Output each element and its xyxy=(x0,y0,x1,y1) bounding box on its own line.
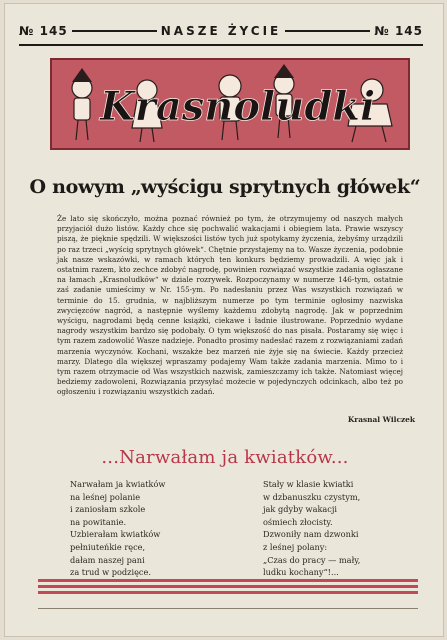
header-rule-right xyxy=(285,30,370,32)
poem-line: Narwałam ja kwiatków xyxy=(70,479,166,489)
poem-line: i zaniosłam szkole xyxy=(70,504,146,515)
poem-line: za trud w podzięce. xyxy=(70,567,151,578)
poem-line: z leśnej polany: xyxy=(263,541,328,552)
header-divider xyxy=(19,44,423,46)
page-header xyxy=(19,20,423,42)
poem-column-right xyxy=(263,478,413,579)
article-heading: O nowym „wyścigu sprytnych główek“ xyxy=(29,176,421,198)
magazine-title: NASZE ŻYCIE xyxy=(160,24,282,38)
poem-line: dałam naszej pani xyxy=(70,554,145,565)
decorative-stripes xyxy=(38,579,418,599)
stripe xyxy=(38,579,418,582)
poem-column-left xyxy=(70,478,220,579)
issue-number-right: № 145 xyxy=(374,24,424,38)
poem-title: ...Narwałam ja kwiatków... xyxy=(101,447,349,468)
poem-line: Stały w klasie kwiatki xyxy=(263,479,354,489)
article-body: Że lato się skończyło, można poznać również po tym, że otrzymujemy od naszych małych przyjaciół dużo listów. Każdy chce się pochwalić wakacjami i obiegiem lata. Prawie wszyscy piszą, że pięknie spędzili. W większości listów tych już spotykamy życzenia, żebyśmy urządzili po raz trzeci „wyścig sprytnych główek“. Chętnie przystajemy na to. Wasze życzenia, podobnie jak nasze wskazówki, w ramach których ten konkurs będziemy prowadzili. A więc jak i ostatnim razem, kto zechce zdobyć nagrodę, powinien rozwiązać wszystkie zadania ogłaszane na łamach „Krasnoludków“ w dziale rozrywek. Rozpoczynamy w numerze 146-tym, ostatnie zaś zadanie umieścimy w Nr. 155-ym. Po nadesłaniu przez Was wszystkich rozwiązań w terminie do 15. grudnia, w najbliższym numerze po tym terminie ogłosimy nazwiska zwycięzców nagród, a następnie wyślemy każdemu zdobytą nagrodę. Jak w poprzednim wyścigu, nagrodami będą cenne książki, ciekawe i ładnie ilustrowane. Poprzednio wydane nagrody wszystkim bardzo się podobały. O tym większość do nas pisała. Postaramy się więc i tym razem zadowolić Wasze nadzieje. Ponadto prosimy nadesłać razem z rozwiązaniami zadań marzenia wyczynów. Kochani, wszakże bez marzeń nie żyje się na świecie. Każdy przecież marzy. Dlatego dla większej wpraszamy podajemy Wam także zadania marzenia. Mimo to i tym razem otrzymacie od Was wszystkich nazwisk, zamieszczamy ich także. Natomiast więcej bedziemy zadowoleni, Rozwiązania przysyłać możecie w pojedynczych odcinkach, albo też po ogłoszeniu i rozwiązaniu wszystkich zadań. xyxy=(57,214,403,397)
banner-logo-text: Krasnoludki xyxy=(100,83,376,130)
issue-number-left: № 145 xyxy=(19,24,68,38)
footer-divider xyxy=(38,608,418,609)
poem-line: ludku kochany“!... xyxy=(263,567,339,578)
poem-line: ośmiech złocisty. xyxy=(263,516,333,527)
magazine-page xyxy=(4,3,444,637)
poem-line: w dzbanuszku czystym, xyxy=(263,491,361,502)
header-rule-left xyxy=(72,30,157,32)
poem-line: Dzwoniły nam dzwonki xyxy=(263,529,359,540)
article-signature: Krasnal Wilczek xyxy=(347,415,415,424)
poem-line: Uzbierałam kwiatków xyxy=(70,529,161,540)
krasnoludki-banner xyxy=(50,58,410,150)
poem-line: pełniuteńkie ręce, xyxy=(70,541,146,552)
poem-line: „Czas do pracy — mały, xyxy=(263,554,361,565)
banner-illustration xyxy=(52,60,408,148)
poem-line: jak gdyby wakacji xyxy=(263,504,338,515)
poem-line: na leśnej polanie xyxy=(70,491,141,502)
poem-line: na powitanie. xyxy=(70,516,127,527)
stripe xyxy=(38,591,418,594)
stripe xyxy=(38,585,418,588)
